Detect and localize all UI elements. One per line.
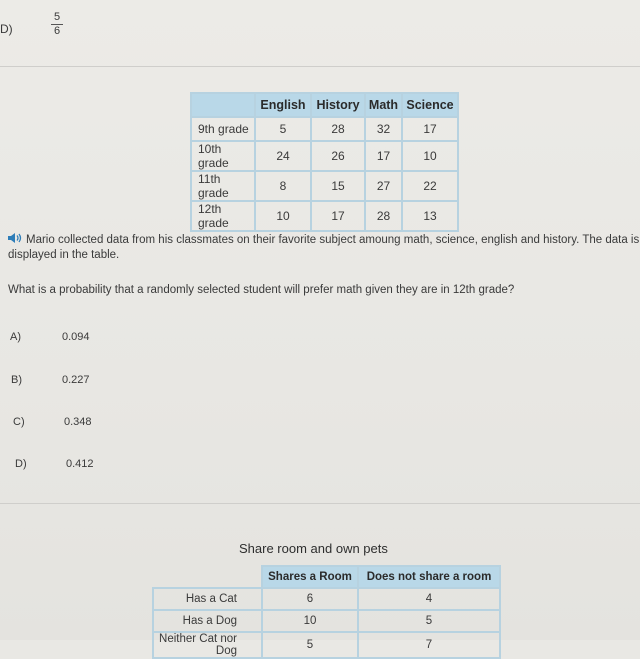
table-corner-cell [191,93,255,117]
previous-choice-letter[interactable]: D) [0,22,13,36]
table-cell: 5 [358,610,500,632]
column-header: Math [365,93,402,117]
table-cell: 17 [365,141,402,171]
answer-choice-b[interactable] [11,374,111,388]
table-cell: 17 [402,117,458,141]
row-header: Has a Cat [153,588,262,610]
row-header: Has a Dog [153,610,262,632]
row-header: 12th grade [191,201,255,231]
answer-choice-d[interactable] [15,458,115,472]
table-row [153,610,500,632]
question-text-block [8,233,640,263]
table-row [191,201,458,231]
choice-value: 0.094 [62,331,90,343]
table-row [191,141,458,171]
table-cell: 15 [311,171,365,201]
column-header: English [255,93,311,117]
room-pets-table [152,565,501,659]
column-header: Does not share a room [358,566,500,588]
table-cell: 4 [358,588,500,610]
choice-letter: C) [13,416,25,428]
table-row [191,171,458,201]
table-cell: 5 [255,117,311,141]
table-row [191,117,458,141]
row-header: 9th grade [191,117,255,141]
table-header-row [153,566,500,588]
table-cell: 6 [262,588,358,610]
table-cell: 24 [255,141,311,171]
fraction-denominator: 6 [53,25,61,37]
table-cell: 17 [311,201,365,231]
row-header: Neither Cat nor Dog [153,632,262,658]
table-title: Share room and own pets [239,541,388,556]
speaker-icon[interactable] [8,233,24,248]
table-header-row [191,93,458,117]
table-cell: 26 [311,141,365,171]
choice-letter: A) [10,331,21,343]
table-cell: 7 [358,632,500,658]
question-divider [0,66,640,67]
table-row [153,632,500,658]
table-cell: 27 [365,171,402,201]
previous-choice-fraction [51,12,63,37]
column-header: History [311,93,365,117]
answer-choice-c[interactable] [13,416,113,430]
fraction-numerator: 5 [53,11,61,23]
choice-value: 0.412 [66,458,94,470]
table-cell: 28 [365,201,402,231]
question-divider [0,503,640,504]
choice-value: 0.227 [62,374,90,386]
table-cell: 10 [262,610,358,632]
row-header: 10th grade [191,141,255,171]
question-prompt: What is a probability that a randomly selected student will prefer math given they are in 12th grade? [8,284,515,296]
grade-subject-table [190,92,459,232]
column-header: Science [402,93,458,117]
column-header: Shares a Room [262,566,358,588]
table-cell: 22 [402,171,458,201]
table-cell: 13 [402,201,458,231]
choice-letter: D) [15,458,27,470]
choice-value: 0.348 [64,416,92,428]
row-header: 11th grade [191,171,255,201]
table-cell: 32 [365,117,402,141]
answer-choice-a[interactable] [10,331,110,345]
choice-letter: B) [11,374,22,386]
table-cell: 8 [255,171,311,201]
table-cell: 10 [402,141,458,171]
table-cell: 28 [311,117,365,141]
table-corner-cell [153,566,262,588]
table-cell: 5 [262,632,358,658]
table-cell: 10 [255,201,311,231]
table-row [153,588,500,610]
question-text: Mario collected data from his classmates on their favorite subject amoung math, science, english and history. The data is displayed in the table. [8,234,640,261]
